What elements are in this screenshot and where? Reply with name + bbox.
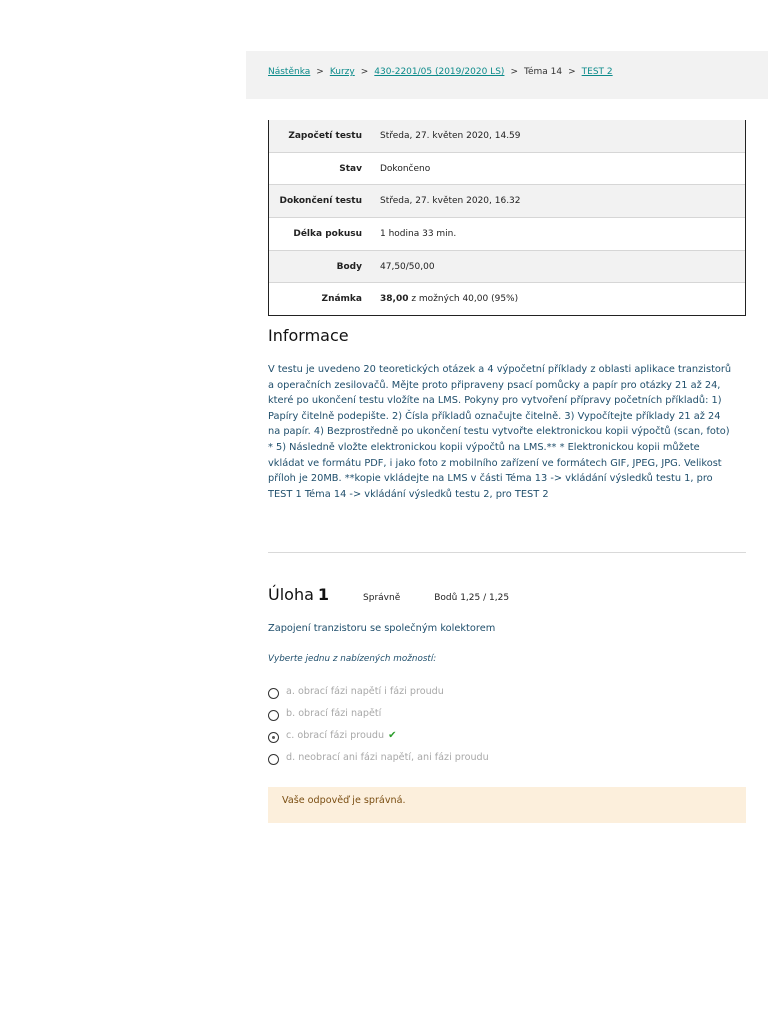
answer-option-b[interactable] — [268, 702, 489, 724]
radio-button[interactable] — [268, 710, 279, 721]
question-label: Úloha — [268, 585, 314, 604]
attempt-summary-table — [268, 120, 746, 316]
summary-label: Body — [336, 261, 362, 272]
grade-max: z možných 40,00 (95%) — [408, 294, 519, 305]
answer-option-d[interactable] — [268, 746, 489, 768]
answer-options — [268, 680, 489, 768]
summary-value: Středa, 27. květen 2020, 16.32 — [380, 196, 521, 207]
breadcrumb-test[interactable]: TEST 2 — [581, 67, 613, 77]
breadcrumb-separator: > — [360, 67, 369, 77]
breadcrumb-home[interactable]: Nástěnka — [268, 67, 311, 77]
summary-label: Započetí testu — [288, 130, 362, 141]
radio-button[interactable] — [268, 754, 279, 765]
question-header — [268, 585, 509, 604]
section-divider — [268, 552, 746, 553]
summary-row-started — [269, 120, 745, 152]
summary-row-state — [269, 152, 745, 185]
radio-button[interactable] — [268, 688, 279, 699]
answer-option-c[interactable] — [268, 724, 489, 746]
summary-label: Známka — [321, 294, 362, 305]
summary-label: Dokončení testu — [279, 196, 362, 207]
info-text: V testu je uvedeno 20 teoretických otázek a 4 výpočetní příklady z oblasti aplikace tranzistorů a operačních zesilovačů. Mějte proto připraveny psací pomůcky a papír pro otázky 21 až 24, které po ukončení testu vložíte na LMS. Pokyny pro vytvoření přípravy početních příkladů: 1) Papíry čitelně podepište. 2) Čísla příkladů označujte čitelně. 3) Vypočítejte příklady 21 až 24 na papír. 4) Bezprostředně po ukončení testu vytvořte elektronickou kopii výpočtů (scan, foto) * 5) Následně vložte elektronickou kopii výpočtů na LMS.** * Elektronickou kopii můžete vkládat ve formátu PDF, i jako foto z mobilního zařízení ve formátech GIF, JPEG, JPG. Velikost příloh je 20MB. **kopie vkládejte na LMS v části Téma 13 -> vkládání výsledků testu 1, pro TEST 1 Téma 14 -> vkládání výsledků testu 2, pro TEST 2 — [268, 364, 732, 500]
summary-value: 1 hodina 33 min. — [380, 228, 457, 239]
breadcrumb-separator: > — [316, 67, 324, 77]
info-heading: Informace — [268, 326, 349, 345]
question-status: Správně — [363, 593, 401, 603]
answer-option-a[interactable] — [268, 680, 489, 702]
breadcrumb-topic: Téma 14 — [523, 67, 563, 77]
summary-value: Dokončeno — [380, 163, 431, 174]
grade-value — [380, 294, 518, 304]
answer-option-label: a. obrací fázi napětí i fázi proudu — [286, 685, 444, 697]
summary-label: Délka pokusu — [293, 228, 362, 239]
summary-row-completed — [269, 184, 745, 217]
summary-value: 47,50/50,00 — [380, 261, 435, 272]
grade-score: 38,00 — [380, 294, 409, 305]
question-points: Bodů 1,25 / 1,25 — [434, 593, 510, 603]
breadcrumb-course[interactable]: 430-2201/05 (2019/2020 LS) — [374, 67, 505, 77]
question-text: Zapojení tranzistoru se společným kolektorem — [268, 623, 496, 634]
summary-value: Středa, 27. květen 2020, 14.59 — [380, 130, 521, 141]
answer-option-label: d. neobrací ani fázi napětí, ani fázi proudu — [286, 751, 489, 763]
answer-option-label: b. obrací fázi napětí — [286, 707, 382, 719]
answer-option-label: c. obrací fázi proudu — [286, 729, 385, 741]
feedback-text: Vaše odpověď je správná. — [282, 795, 406, 806]
checkmark-icon: ✔ — [388, 729, 397, 741]
breadcrumb — [246, 51, 768, 99]
feedback-box — [268, 787, 746, 823]
radio-button-selected[interactable] — [268, 732, 279, 743]
breadcrumb-courses[interactable]: Kurzy — [329, 67, 355, 77]
question-number: 1 — [317, 585, 330, 604]
summary-label: Stav — [339, 163, 362, 174]
summary-row-duration — [269, 217, 745, 250]
breadcrumb-separator: > — [568, 67, 576, 77]
breadcrumb-separator: > — [510, 67, 518, 77]
question-prompt: Vyberte jednu z nabízených možností: — [268, 654, 437, 664]
summary-row-points — [269, 250, 745, 283]
summary-row-grade — [269, 282, 745, 315]
